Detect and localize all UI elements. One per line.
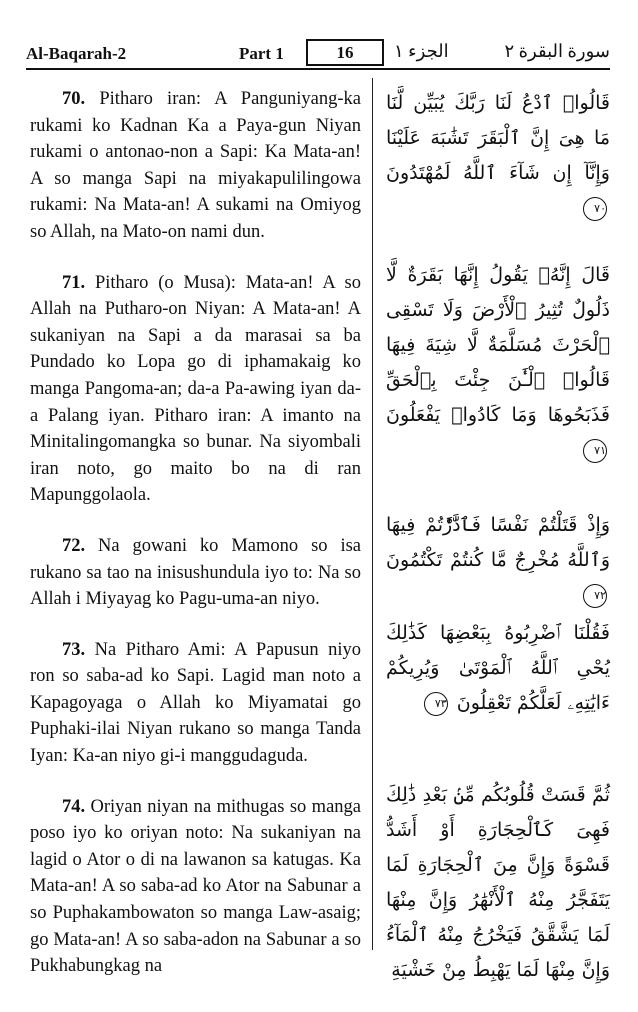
verse-72-arabic-block — [386, 508, 610, 613]
part-label: Part 1 — [239, 44, 284, 63]
verse-number: 70. — [62, 89, 86, 109]
verse-70-arabic-block — [386, 86, 610, 226]
column-divider — [372, 78, 373, 950]
arabic-text: ثُمَّ قَسَتْ قُلُوبُكُم مِّنۢ بَعْدِ ذَٰلِكَ فَهِىَ كَٱلْحِجَارَةِ أَوْ أَشَدُّ قَسْوَةً وَإِنَّ مِنَ ٱلْحِجَارَةِ لَمَا يَتَفَجَّرُ مِنْهُ ٱلْأَنْهَٰرُ وَإِنَّ مِنْهَا لَمَا يَشَّقَّقُ فَيَخْرُجُ مِنْهُ ٱلْمَآءُ وَإِنَّ مِنْهَا لَمَا يَهْبِطُ مِنْ خَشْيَةِ — [386, 784, 610, 981]
verse-74-arabic — [386, 778, 610, 988]
verse-73-arabic — [386, 616, 610, 721]
verse-end-marker: ٧٠ — [583, 197, 607, 221]
translation-column — [30, 86, 361, 1004]
verse-72-translation — [30, 533, 361, 613]
verse-number: 71. — [62, 272, 86, 293]
page-header — [26, 38, 610, 72]
arabic-text: قَالُوا۟ ٱدْعُ لَنَا رَبَّكَ يُبَيِّن لَّنَا مَا هِىَ إِنَّ ٱلْبَقَرَ تَشَٰبَهَ عَلَيْنَا وَإِنَّآ إِن شَآءَ ٱللَّهُ لَمُهْتَدُونَ — [386, 92, 610, 184]
juz-label-arabic: الجزء ١ — [394, 41, 449, 61]
verse-74-translation — [30, 794, 361, 980]
verse-number: 72. — [62, 535, 86, 556]
verse-number: 74. — [62, 796, 86, 817]
verse-74-arabic-block — [386, 778, 610, 988]
verse-71-arabic — [386, 258, 610, 468]
arabic-text: قَالَ إِنَّهُۥ يَقُولُ إِنَّهَا بَقَرَةٌ لَّا ذَلُولٌ تُثِيرُ ٱلْأَرْضَ وَلَا تَسْقِى ٱلْحَرْثَ مُسَلَّمَةٌ لَّا شِيَةَ فِيهَا قَالُوا۟ ٱلْـَٰٔنَ جِئْتَ بِٱلْحَقِّ فَذَبَحُوهَا وَمَا كَادُوا۟ يَفْعَلُونَ — [386, 264, 610, 426]
header-rule — [26, 68, 610, 70]
verse-73-translation — [30, 637, 361, 770]
verse-text: Pitharo iran: A Panguniyang-ka rukami ko Kadnan Ka a Paya-gun Niyan rukami o antonao-non a Sapi: Ka Mata-an! A so manga Sapi na miyakapulilingowa rukami: Na Mata-an! A sukami na Omiyog so Allah, na Mato-on nami dun. — [30, 89, 361, 242]
verse-end-marker: ٧٣ — [424, 692, 448, 716]
verse-text: Na Pitharo Ami: A Papusun niyo ron so saba-ad ko Sapi. Lagid man noto a Kapagoyaga o Allah ko Miyamatai go Puphaki-ilai Niyan rukano so manga Tanda Iyan: Ka-an niyo gi-i manggudaguda. — [30, 639, 362, 767]
arabic-text: وَإِذْ قَتَلْتُمْ نَفْسًا فَٱدَّٰرَْٰٔتُمْ فِيهَا وَٱللَّهُ مُخْرِجٌ مَّا كُنتُمْ تَكْتُمُونَ — [386, 514, 610, 571]
verse-71-translation — [30, 270, 361, 509]
verse-end-marker: ٧١ — [583, 439, 607, 463]
verse-71-arabic-block — [386, 258, 610, 468]
verse-text: Oriyan niyan na mithugas so manga poso iyo ko oriyan noto: Na sukaniyan na lagid o Ator o di na lawanon sa katugas. Ka Mata-an! A so saba-ad ko Ator na Sabunar a so Puphakambowaton so manga Law-asaig; go Mata-an! A so saba-adon na Sabunar a so Pukhabungkag na — [30, 796, 361, 977]
verse-end-marker: ٧٢ — [583, 584, 607, 608]
surah-name-english: Al-Baqarah-2 — [26, 44, 127, 63]
verse-text: Na gowani ko Mamono so isa rukano sa tao na inisushundula iyo to: Na so Allah i Miyayag ko Pagu-uma-an niyo. — [30, 535, 361, 610]
page-number: 16 — [306, 39, 384, 66]
surah-name-arabic: سورة البقرة ٢ — [504, 41, 610, 61]
arabic-text: فَقُلْنَا ٱضْرِبُوهُ بِبَعْضِهَا كَذَٰلِكَ يُحْىِ ٱللَّهُ ٱلْمَوْتَىٰ وَيُرِيكُمْ ءَايَٰتِهِۦ لَعَلَّكُمْ تَعْقِلُونَ — [386, 622, 610, 714]
verse-73-arabic-block — [386, 616, 610, 721]
verse-72-arabic — [386, 508, 610, 613]
verse-text: Pitharo (o Musa): Mata-an! A so Allah na Putharo-on Niyan: A Mata-an! A sukaniyan na Sapi a da marasai sa ba Pundado ko Lopa go di iphamakaig ko manga Pangoma-an; da-a Pa-awing iyan da-a Palang iyan. Pitharo iran: A imanto na Minitalingomangka so bunar. Na siyombali iran noto, go maito bo na di ran Mapunggolaola. — [30, 272, 361, 506]
verse-70-arabic — [386, 86, 610, 226]
verse-number: 73. — [62, 639, 86, 660]
verse-70-translation — [30, 86, 361, 246]
